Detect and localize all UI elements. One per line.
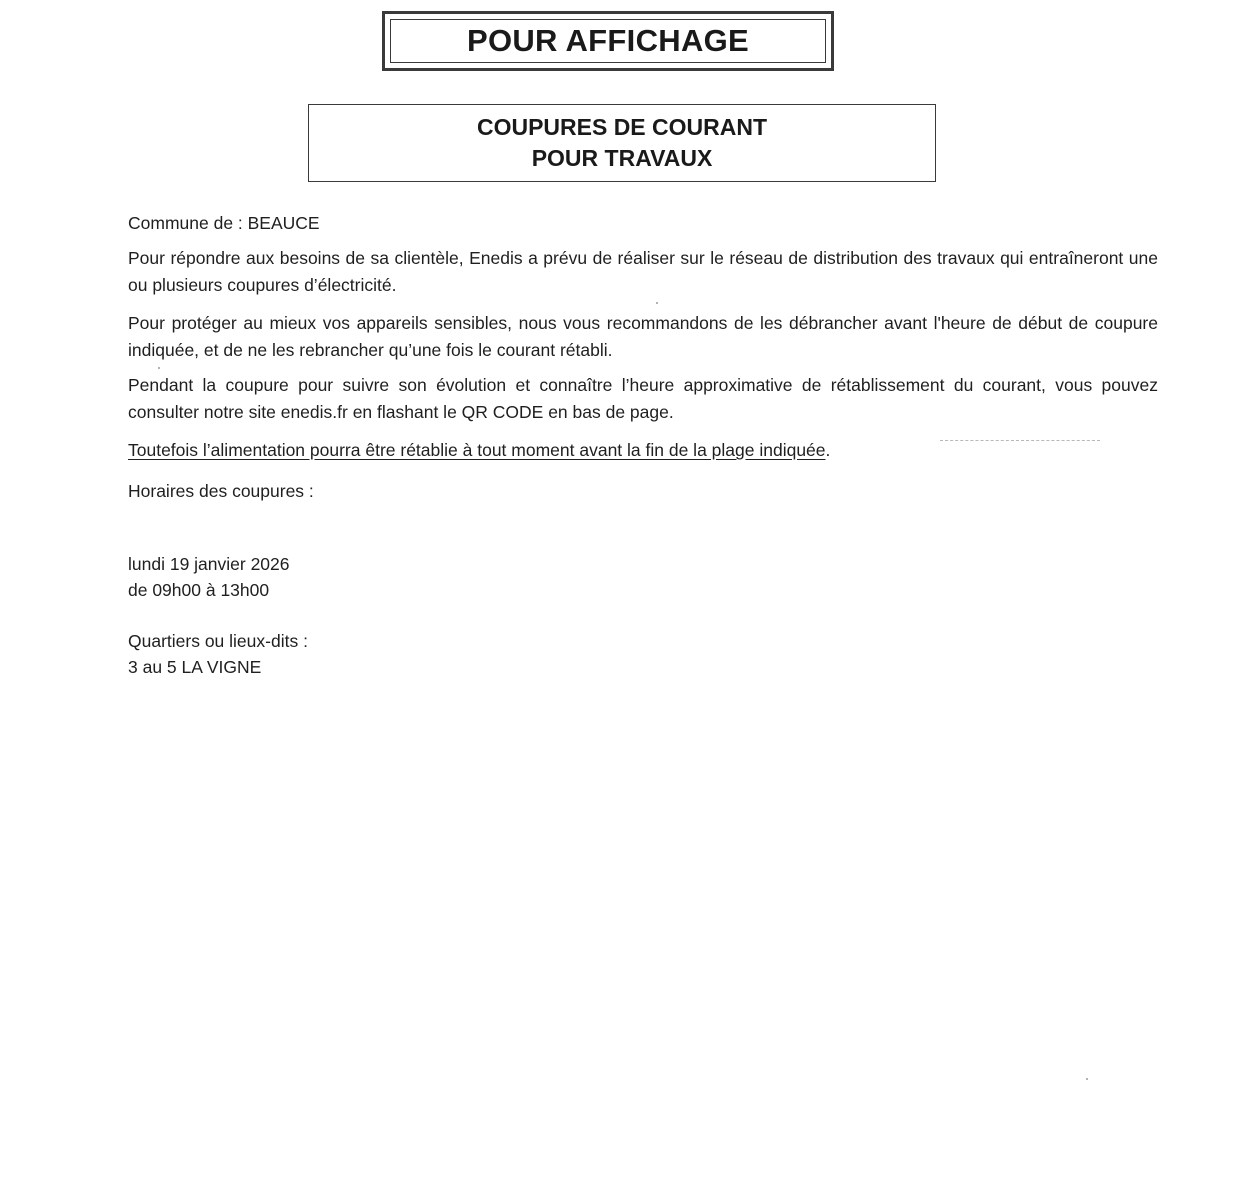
location-item: 3 au 5 LA VIGNE xyxy=(128,657,262,677)
notice-title-line-1: COUPURES DE COURANT xyxy=(476,114,768,140)
warning-line xyxy=(128,437,1158,464)
locations-label: Quartiers ou lieux-dits : xyxy=(128,631,308,651)
warning-text: Toutefois l’alimentation pourra être rétablie à tout moment avant la fin de la plage indiquée xyxy=(128,440,826,460)
schedule-label: Horaires des coupures : xyxy=(128,481,314,501)
paragraph-protection: Pour protéger au mieux vos appareils sensibles, nous vous recommandons de les débrancher avant l'heure de début de coupure indiquée, et de ne les rebrancher qu’une fois le courant rétabli. xyxy=(128,313,1158,360)
notice-title-box xyxy=(308,104,936,182)
banner-title: POUR AFFICHAGE xyxy=(466,23,750,58)
commune-line: Commune de : BEAUCE xyxy=(128,213,320,233)
outage-hours: de 09h00 à 13h00 xyxy=(128,580,270,600)
scan-speck xyxy=(1086,1078,1088,1080)
scan-speck xyxy=(656,302,658,304)
paragraph-follow-up: Pendant la coupure pour suivre son évolution et connaître l’heure approximative de rétablissement du courant, vous pouvez consulter notre site enedis.fr en flashant le QR CODE en bas de page. xyxy=(128,375,1158,422)
display-banner xyxy=(382,11,834,71)
scan-speck xyxy=(158,367,160,369)
warning-period: . xyxy=(825,440,831,460)
notice-title-line-2: POUR TRAVAUX xyxy=(531,145,713,171)
outage-date: lundi 19 janvier 2026 xyxy=(128,554,290,574)
paragraph-intro: Pour répondre aux besoins de sa clientèle, Enedis a prévu de réaliser sur le réseau de distribution des travaux qui entraîneront une ou plusieurs coupures d’électricité. xyxy=(128,248,1158,295)
scan-dash-mark xyxy=(940,440,1100,441)
